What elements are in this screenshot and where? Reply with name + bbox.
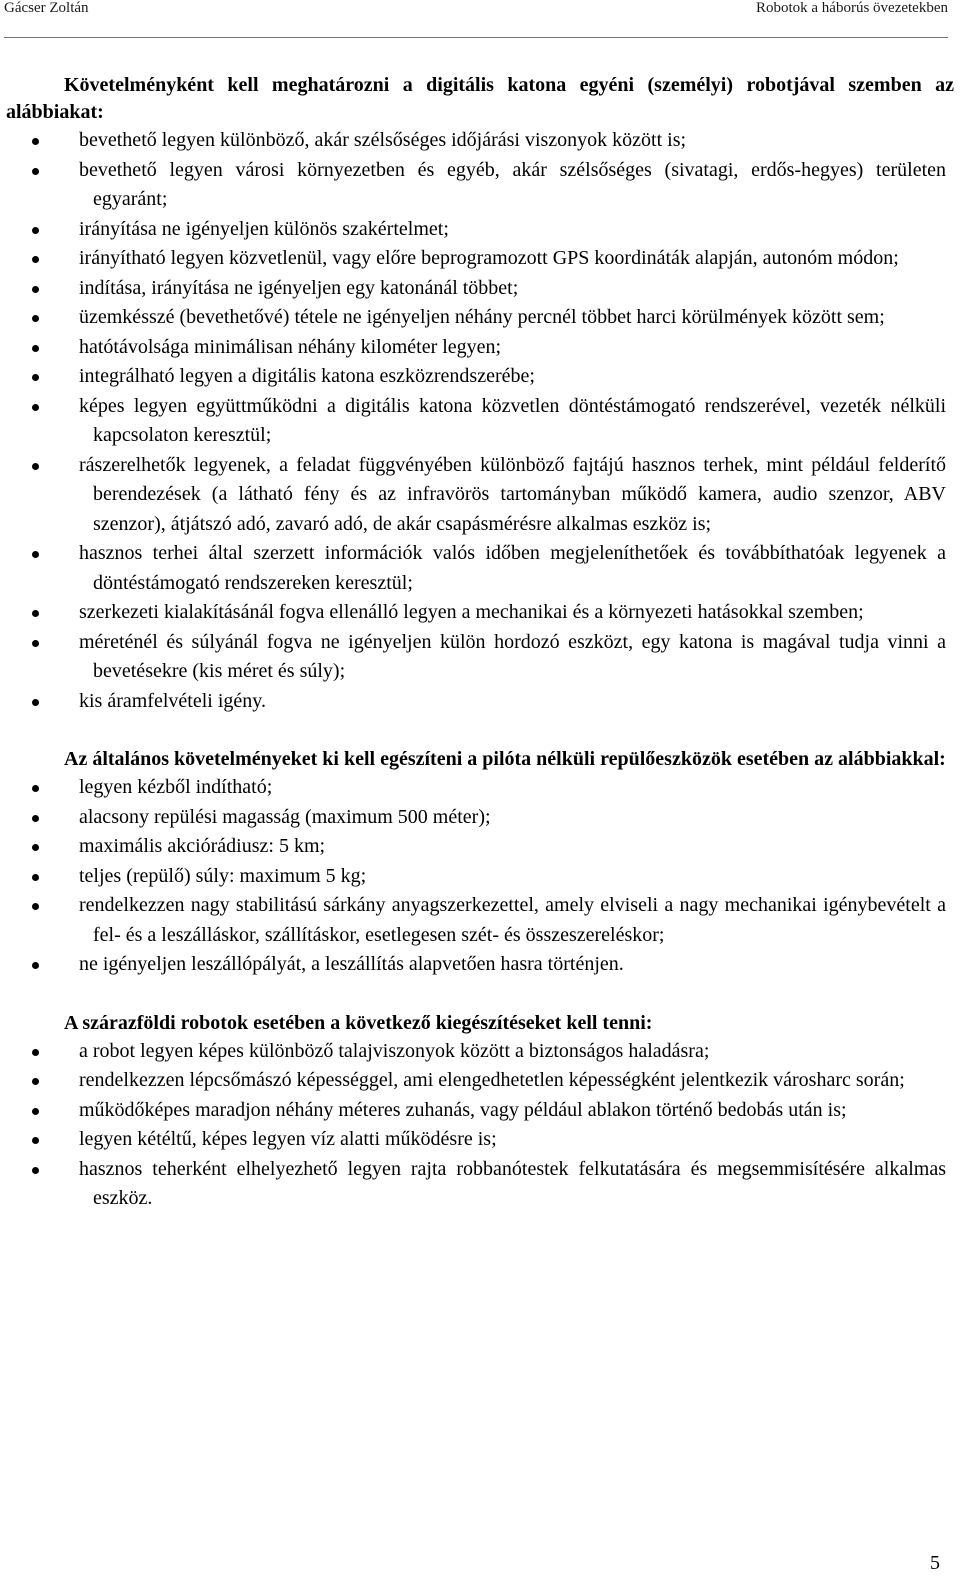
page-header (4, 0, 948, 24)
list-item-text: irányítható legyen közvetlenül, vagy előre beprogramozott GPS koordináták alapján, autonóm módon; (79, 247, 899, 269)
bullet-icon (32, 138, 39, 145)
list-item-text: hatótávolsága minimálisan néhány kilométer legyen; (79, 335, 502, 358)
bullet-icon (32, 345, 39, 352)
list-item-text: képes legyen együttműködni a digitális katona közvetlen döntéstámogató rendszerével, vezeték nélküli kapcsolaton keresztül; (79, 394, 946, 446)
bullet-icon (32, 785, 39, 792)
list-item-text: hasznos teherként elhelyezhető legyen rajta robbanótestek felkutatására és megsemmisítésére alkalmas eszköz. (79, 1157, 946, 1209)
bullet-icon (32, 315, 39, 322)
list-item (6, 598, 954, 628)
list-item (6, 215, 954, 245)
section-heading: Az általános követelményeket ki kell egészíteni a pilóta nélküli repülőeszközök esetében az alábbiakkal: (64, 748, 946, 770)
bullet-icon (32, 1167, 39, 1174)
list-item (6, 1096, 954, 1126)
list-item (6, 333, 954, 363)
bullet-icon (32, 1078, 39, 1085)
list-item-text: szerkezeti kialakításánál fogva ellenálló legyen a mechanikai és a környezeti hatásokkal szemben; (79, 601, 864, 623)
list-item (6, 1037, 954, 1067)
bullet-icon (32, 1137, 39, 1144)
list-item (6, 832, 954, 862)
header-title: Robotok a háborús övezetekben (755, 0, 948, 16)
bullet-icon (32, 1108, 39, 1115)
list-item-text: működőképes maradjon néhány méteres zuhanás, vagy például ablakon történő bedobás után is; (79, 1098, 847, 1121)
bullet-list (6, 126, 954, 716)
section-heading: A szárazföldi robotok esetében a következő kiegészítéseket kell tenni: (64, 1011, 653, 1034)
list-item-text: rászerelhetők legyenek, a feladat függvényében különböző fajtájú hasznos terhek, mint például felderítő berendezések (a látható fény és az infravörös tartományban működő kamera, audio szenzor, ABV szenzor), átjátszó adó, zavaró adó, de akár csapásmérésre alkalmas eszköz is; (79, 453, 946, 535)
section (6, 746, 954, 980)
section (6, 1010, 954, 1214)
list-item-text: rendelkezzen nagy stabilitású sárkány anyagszerkezettel, amely elviseli a nagy mechanikai igénybevételt a fel- és a leszálláskor, szállításkor, esetlegesen szét- és összeszereléskor; (79, 894, 946, 946)
list-item-text: teljes (repülő) súly: maximum 5 kg; (79, 864, 367, 887)
list-item (6, 1155, 954, 1214)
bullet-icon (32, 227, 39, 234)
list-item-text: a robot legyen képes különböző talajviszonyok között a biztonságos haladásra; (79, 1039, 710, 1062)
list-item (6, 773, 954, 803)
bullet-icon (32, 874, 39, 881)
bullet-icon (32, 962, 39, 969)
list-item-text: bevethető legyen városi környezetben és egyéb, akár szélsőséges (sivatagi, erdős-hegyes) területen egyaránt; (79, 158, 946, 210)
page-number: 5 (930, 1552, 940, 1574)
list-item-text: méreténél és súlyánál fogva ne igényeljen külön hordozó eszközt, egy katona is magával tudja vinni a bevetésekre (kis méret és súly); (79, 630, 946, 682)
list-item-text: kis áramfelvételi igény. (79, 689, 266, 712)
section (6, 72, 954, 716)
bullet-icon (32, 640, 39, 647)
list-item-text: legyen kétéltű, képes legyen víz alatti működésre is; (79, 1128, 497, 1150)
bullet-icon (32, 699, 39, 706)
list-item (6, 687, 954, 717)
list-item-text: alacsony repülési magasság (maximum 500 méter); (79, 805, 491, 828)
list-item (6, 1125, 954, 1155)
list-item (6, 1066, 954, 1096)
bullet-icon (32, 1049, 39, 1056)
list-item (6, 126, 954, 156)
list-item-text: bevethető legyen különböző, akár szélsőséges időjárási viszonyok között is; (79, 129, 687, 151)
list-item (6, 451, 954, 540)
list-item (6, 539, 954, 598)
bullet-icon (32, 404, 39, 411)
list-item (6, 628, 954, 687)
list-item (6, 362, 954, 392)
bullet-icon (32, 463, 39, 470)
section-heading: Követelményként kell meghatározni a digitális katona egyéni (személyi) robotjával szemben az alábbiakat: (6, 74, 954, 123)
bullet-icon (32, 374, 39, 381)
list-item (6, 244, 954, 274)
list-item-text: hasznos terhei által szerzett információk valós időben megjeleníthetőek és továbbíthatóak legyenek a döntéstámogató rendszereken keresztül; (79, 542, 946, 594)
list-item (6, 303, 954, 333)
bullet-icon (32, 286, 39, 293)
bullet-icon (32, 903, 39, 910)
list-item (6, 862, 954, 892)
bullet-list (6, 773, 954, 980)
list-item-text: indítása, irányítása ne igényeljen egy katonánál többet; (79, 276, 519, 299)
bullet-icon (32, 610, 39, 617)
bullet-icon (32, 551, 39, 558)
list-item-text: irányítása ne igényeljen különös szakértelmet; (79, 217, 449, 240)
list-item (6, 803, 954, 833)
bullet-icon (32, 168, 39, 175)
list-item (6, 891, 954, 950)
list-item (6, 392, 954, 451)
list-item (6, 950, 954, 980)
list-item (6, 156, 954, 215)
list-item-text: maximális akciórádiusz: 5 km; (79, 835, 326, 857)
bullet-icon (32, 815, 39, 822)
document-body (6, 72, 954, 1244)
list-item-text: legyen kézből indítható; (79, 776, 273, 798)
bullet-icon (32, 256, 39, 263)
bullet-icon (32, 844, 39, 851)
list-item-text: üzemkésszé (bevethetővé) tétele ne igényeljen néhány percnél többet harci körülmények között sem; (79, 306, 885, 328)
header-divider (4, 37, 948, 38)
bullet-list (6, 1037, 954, 1214)
list-item-text: ne igényeljen leszállópályát, a leszállítás alapvetően hasra történjen. (79, 953, 624, 975)
list-item-text: rendelkezzen lépcsőmászó képességgel, ami elengedhetetlen képességként jelentkezik városharc során; (79, 1069, 905, 1091)
list-item-text: integrálható legyen a digitális katona eszközrendszerébe; (79, 365, 535, 387)
list-item (6, 274, 954, 304)
header-author: Gácser Zoltán (4, 0, 89, 16)
